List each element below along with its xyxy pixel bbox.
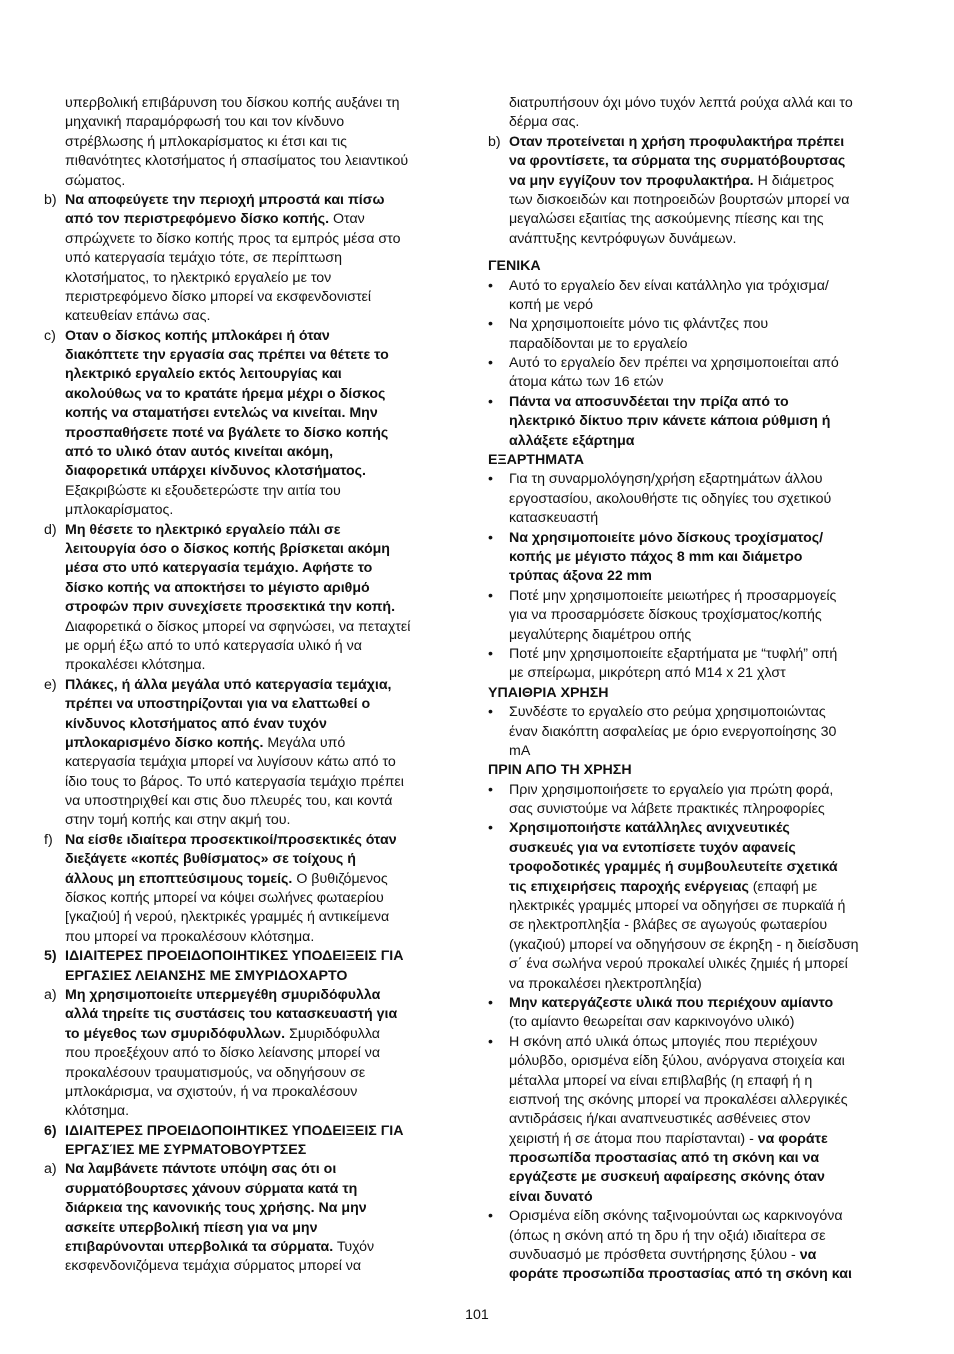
text-line (488, 1091, 912, 1110)
text-run: που προεξέχουν από το δίσκο λείανσης μπορεί να (65, 1045, 381, 1062)
text-run: Οταν (329, 211, 365, 228)
text-line (44, 501, 464, 520)
list-item-line (44, 831, 464, 850)
text-line (488, 858, 912, 877)
list-item-line (44, 986, 464, 1005)
text-run: (επαφή με (748, 878, 818, 895)
text-run: κοπή με νερό (509, 296, 594, 313)
text-run: σας συνιστούμε να λάβετε πρακτικές πληροφορίες (509, 801, 825, 818)
text-run: Να είσθε ιδιαίτερα προσεκτικοί/προσεκτικές όταν (65, 831, 397, 848)
list-item-line (488, 645, 912, 664)
text-run: υπερβολική επιβάρυνση του δίσκου κοπής αυξάνει τη (65, 95, 400, 111)
text-run: μέταλλα μπορεί να είναι επιβλαβής (η επαφή ή η (509, 1072, 813, 1089)
text-run: εισπνοή της σκόνης μπορεί να προκαλέσει αλλεργικές (509, 1091, 848, 1108)
text-run: Μη θέσετε το ηλεκτρικό εργαλείο πάλι σε (65, 521, 341, 538)
text-run: συνδυασμό με πρόσθετα συντήρησης ξύλου - (509, 1247, 800, 1264)
text-run: Μην κατεργάζεστε υλικά που περιέχουν αμίαντο (509, 994, 834, 1011)
list-item-line (44, 1160, 464, 1179)
text-line (44, 346, 464, 365)
list-item-line (488, 703, 912, 722)
text-line (488, 296, 912, 315)
text-run: διαφορετικά υπάρχει κίνδυνος κλοτσήματος. (65, 463, 366, 480)
text-run: προκαλέσει κλότσημα. (65, 657, 206, 674)
text-run: (γκαζιού) μπορεί να οδηγήσουν σε έκρηξη - η διείσδυση (509, 936, 859, 953)
text-line (44, 928, 464, 947)
text-run: δίσκο κοπής να αποκτήσει το μέγιστο αριθμό (65, 579, 370, 596)
text-line (488, 432, 912, 451)
text-run: φοράτε προσωπίδα προστασίας από τη σκόνη και (509, 1266, 852, 1283)
bullet-marker: • (488, 704, 493, 721)
list-item-line (488, 529, 912, 548)
text-line (44, 1102, 464, 1121)
text-line (488, 567, 912, 586)
text-run: των δισκοειδών και ποτηροειδών βουρτσών μπορεί να (509, 191, 850, 208)
text-line (44, 385, 464, 404)
text-run: χειριστή ή σε άτομα που παρίστανται) - (509, 1130, 758, 1147)
list-item-line (44, 947, 464, 966)
text-line (488, 490, 912, 509)
text-run: τροφοδοτικές γραμμές ή συμβουλευτείτε σχετικά (509, 859, 838, 876)
text-line (488, 1110, 912, 1129)
text-run: κατασκευαστή (509, 510, 599, 527)
text-line (488, 897, 912, 916)
text-run: Οταν ο δίσκος κοπής μπλοκάρει ή όταν (65, 327, 330, 344)
text-line (44, 850, 464, 869)
text-line (44, 792, 464, 811)
text-line (488, 626, 912, 645)
text-run: με ορμή έξω από το υπό κατεργασία υλικό ή να (65, 637, 362, 654)
text-line (488, 191, 912, 210)
text-run: σε ηλεκτροπληξία - βλάβες σε αγωγούς φωταερίου (509, 917, 828, 934)
text-line (44, 1064, 464, 1083)
text-line (488, 412, 912, 431)
list-item-line (488, 1033, 912, 1052)
text-run: προσπαθήσετε ποτέ να βγάλετε το δίσκο κοπής (65, 424, 389, 441)
text-run: ΙΔΙΑΙΤΕΡΕΣ ΠΡΟΕΙΔΟΠΟΙΗΤΙΚΕΣ ΥΠΟΔΕΙΞΕΙΣ ΓΙΑ (65, 948, 404, 965)
list-item-line (488, 1207, 912, 1226)
text-run: μηχανική παραμόρφωσή του και τον κίνδυνο (65, 114, 345, 131)
text-run: να προκαλέσει ηλεκτροπληξία) (509, 975, 702, 992)
text-line (44, 695, 464, 714)
text-line (44, 1238, 464, 1257)
section-gap (488, 249, 912, 257)
text-line (44, 908, 464, 927)
text-run: σώματος. (65, 172, 126, 189)
text-line (488, 1265, 912, 1284)
section-heading (488, 684, 912, 703)
text-run: προκαλέσουν τραυματισμούς, να οδηγήσουν σε (65, 1064, 366, 1081)
text-line (44, 249, 464, 268)
list-item-line (488, 819, 912, 838)
text-line (488, 113, 912, 132)
text-line (44, 598, 464, 617)
text-line (488, 664, 912, 683)
text-run: υπό κατεργασία τεμάχιο τότε, σε περίπτωση (65, 250, 342, 267)
text-line (488, 936, 912, 955)
bullet-marker: • (488, 781, 493, 798)
text-line (488, 878, 912, 897)
text-line (488, 373, 912, 392)
text-run: επιβαρύνονται υπερβολικά τα σύρματα. (65, 1239, 334, 1256)
bullet-marker: • (488, 587, 493, 604)
text-run: στην τομή κοπής και στην ακμή του. (65, 812, 291, 829)
text-run: από το υλικό όταν αυτός κινείται ακόμη, (65, 444, 334, 461)
text-line (488, 1130, 912, 1149)
text-line (44, 1219, 464, 1238)
text-run: Για τη συναρμολόγηση/χρήση εξαρτημάτων άλλου (509, 471, 823, 488)
text-run: το μέγεθος των σμυριδόφυλλων. (65, 1025, 286, 1042)
text-run: μπλοκαρισμένο δίσκο κοπής. (65, 734, 264, 751)
text-run: (το αμίαντο θεωρείται σαν καρκινογόνο υλικό) (509, 1014, 795, 1031)
text-run: ΕΡΓΑΣΙΕΣ ΛΕΙΑΝΣΗΣ ΜΕ ΣΜΥΡΙΔΟΧΑΡΤΟ (65, 967, 348, 984)
text-line (488, 230, 912, 249)
text-line (488, 1246, 912, 1265)
text-run: στροφών πριν συνεχίσετε προσεκτικά την κοπή. (65, 599, 396, 616)
text-run: δίσκος κοπής μπορεί να κόψει σωλήνες φωταερίου (65, 890, 384, 907)
list-item-line (488, 587, 912, 606)
text-run: Η σκόνη από υλικά όπως μπογιές που περιέχουν (509, 1033, 818, 1050)
text-line (44, 1199, 464, 1218)
list-marker: d) (44, 521, 57, 538)
text-run: διάρκεια της κανονικής τους χρήσης. Να μην (65, 1200, 367, 1217)
text-line (44, 579, 464, 598)
text-line (44, 656, 464, 675)
text-line (44, 424, 464, 443)
text-line (44, 559, 464, 578)
list-marker: e) (44, 676, 57, 693)
text-line (44, 210, 464, 229)
page-number: 101 (465, 1307, 489, 1323)
text-run: διακόπτετε την εργασία σας πρέπει να θέτετε το (65, 347, 389, 364)
text-run: Πριν χρησιμοποιήσετε το εργαλείο για πρώτη φορά, (509, 781, 834, 798)
bullet-marker: • (488, 277, 493, 294)
text-line (488, 1227, 912, 1246)
text-run: Να χρησιμοποιείτε μόνο δίσκους τροχίσματος/ (509, 529, 824, 546)
text-run: ΠΡΙΝ ΑΠΟ ΤΗ ΧΡΗΣΗ (488, 762, 632, 779)
text-run: κοπής να σταματήσει εντελώς να κινείται. Μην (65, 405, 378, 422)
bullet-marker: • (488, 471, 493, 488)
text-line (44, 1180, 464, 1199)
bullet-marker: • (488, 529, 493, 546)
text-line (488, 335, 912, 354)
list-marker: c) (44, 327, 56, 344)
text-run: για να προσαρμόσετε δίσκους τροχίσματος/κοπής (509, 607, 822, 624)
text-run: ηλεκτρικό εργαλείο εκτός λειτουργίας και (65, 366, 342, 383)
text-run: Πάντα να αποσυνδέεται την πρίζα από το (509, 393, 789, 410)
bullet-marker: • (488, 645, 493, 662)
text-run: διατρυπήσουν όχι μόνο τυχόν λεπτά ρούχα αλλά και το (509, 95, 853, 111)
text-run: ανάπτυξης κεντρόφυγων δυνάμεων. (509, 230, 737, 247)
text-line (44, 462, 464, 481)
text-run: σ΄ ένα σωλήνα νερού προκαλεί υλικές ζημιές ή μπορεί (509, 956, 848, 973)
text-run: αλλάξετε εξάρτημα (509, 432, 635, 449)
text-line (44, 269, 464, 288)
list-item-line (44, 191, 464, 210)
text-run: Ο βυθιζόμενος (292, 870, 388, 887)
text-run: mA (509, 742, 531, 759)
text-line (488, 839, 912, 858)
text-run: να (799, 1247, 817, 1264)
text-line (44, 753, 464, 772)
text-run: [γκαζιού] ή νερού, ηλεκτρικές γραμμές ή αντικείμενα (65, 909, 390, 926)
text-line (44, 734, 464, 753)
text-line (44, 618, 464, 637)
text-run: Σμυριδόφυλλα (285, 1025, 380, 1042)
text-run: (όπως η σκόνη από τη δρυ ή την οξιά) ιδιαίτερα σε (509, 1227, 826, 1244)
text-run: κλότσημα. (65, 1103, 130, 1120)
list-item-line (488, 994, 912, 1013)
bullet-marker: • (488, 316, 493, 333)
text-run: άλλους μη εποπτεύσιμους τομείς. (65, 870, 293, 887)
text-run: Αυτό το εργαλείο δεν είναι κατάλληλο για τρόχισμα/ (509, 277, 829, 294)
bullet-marker: • (488, 355, 493, 372)
list-item-line (488, 354, 912, 373)
text-run: να μην εγγίζουν τον προφυλακτήρα. (509, 172, 754, 189)
list-item-line (44, 327, 464, 346)
list-marker: b) (44, 191, 57, 208)
text-run: κοπής με μέγιστο πάχος 8 mm και διάμετρο (509, 548, 803, 565)
text-run: που μπορεί να προκαλέσουν κλότσημα. (65, 928, 315, 945)
text-line (488, 1072, 912, 1091)
text-run: σπρώχνετε το δίσκο κοπής προς τα εμπρός μέσα στο (65, 230, 401, 247)
list-item-line (488, 781, 912, 800)
section-heading (488, 761, 912, 780)
text-run: Αυτό το εργαλείο δεν πρέπει να χρησιμοποιείται από (509, 355, 839, 372)
text-run: κίνδυνος κλοτσήματος από έναν τυχόν (65, 715, 327, 732)
text-run: Ποτέ μην χρησιμοποιείτε μειωτήρες ή προσαρμογείς (509, 587, 837, 604)
text-run: συσκευές για να εντοπίσετε τυχόν αφανείς (509, 839, 796, 856)
text-run: στρέβλωσης ή μπλοκαρίσματος κι έτσι και τις (65, 133, 347, 150)
text-run: ασκείτε υπερβολική πίεση για να μην (65, 1219, 318, 1236)
text-run: ΙΔΙΑΙΤΕΡΕΣ ΠΡΟΕΙΔΟΠΟΙΗΤΙΚΕΣ ΥΠΟΔΕΙΞΕΙΣ ΓΙΑ (65, 1122, 404, 1139)
text-line (44, 113, 464, 132)
text-run: Εξακριβώστε κι εξουδετερώστε την αιτία του (65, 482, 341, 499)
text-run: Να χρησιμοποιείτε μόνο τις φλάντζες που (509, 316, 769, 333)
text-run: Συνδέστε το εργαλείο στο ρεύμα χρησιμοποιώντας (509, 704, 826, 721)
text-run: Διαφορετικά ο δίσκος μπορεί να σφηνώσει, να πεταχτεί (65, 618, 411, 635)
text-run: είναι δυνατό (509, 1188, 593, 1205)
text-line (488, 172, 912, 191)
list-marker: 6) (44, 1122, 57, 1139)
list-item-line (488, 315, 912, 334)
text-line (44, 172, 464, 191)
text-line (44, 152, 464, 171)
text-line (44, 230, 464, 249)
text-line (44, 1025, 464, 1044)
list-marker: f) (44, 831, 53, 848)
text-line (44, 94, 464, 113)
text-run: διεξάγετε «κοπές βυθίσματος» σε τοίχους ή (65, 851, 356, 868)
text-line (44, 443, 464, 462)
text-run: ηλεκτρικές γραμμές μπορεί να οδηγήσει σε πυρκαϊά ή (509, 898, 846, 915)
list-marker: 5) (44, 948, 57, 965)
text-line (44, 1257, 464, 1276)
bullet-marker: • (488, 994, 493, 1011)
text-line (488, 1149, 912, 1168)
list-item-line (44, 1122, 464, 1141)
list-item-line (488, 133, 912, 152)
text-run: δέρμα σας. (509, 114, 580, 131)
text-run: ακολούθως να το κρατάτε ήρεμα μέχρι ο δίσκος (65, 385, 386, 402)
text-run: από τον περιστρεφόμενο δίσκο κοπής. (65, 211, 330, 228)
text-line (488, 916, 912, 935)
text-line (44, 637, 464, 656)
bullet-marker: • (488, 1208, 493, 1225)
text-run: μέσα στο υπό κατεργασία τεμάχιο. Αφήστε το (65, 560, 373, 577)
text-run: ΕΞΑΡΤΗΜΑΤΑ (488, 452, 584, 469)
text-line (44, 307, 464, 326)
text-run: Να αποφεύγετε την περιοχή μπροστά και πίσω (65, 191, 385, 208)
bullet-marker: • (488, 393, 493, 410)
list-marker: a) (44, 986, 57, 1003)
text-run: Να λαμβάνετε πάντοτε υπόψη σας ότι οι (65, 1161, 337, 1178)
text-run: Μη χρησιμοποιείτε υπερμεγέθη σμυριδόφυλλα (65, 986, 381, 1003)
text-run: παραδίδονται με το εργαλείο (509, 335, 688, 352)
text-run: ηλεκτρικό δίκτυο πριν κάνετε κάποια ρύθμιση ή (509, 413, 831, 430)
text-run: Πλάκες, ή άλλα μεγάλα υπό κατεργασία τεμάχια, (65, 676, 392, 693)
text-line (44, 1044, 464, 1063)
text-run: προσωπίδα προστασίας από τη σκόνη και να (509, 1150, 820, 1167)
text-run: Ποτέ μην χρησιμοποιείτε εξαρτήματα με “τυφλή” οπή (509, 645, 838, 662)
text-run: λειτουργία όσο ο δίσκος κοπής βρίσκεται ακόμη (65, 540, 390, 557)
text-line (44, 1141, 464, 1160)
text-line (488, 152, 912, 171)
list-item-line (488, 470, 912, 489)
text-line (488, 723, 912, 742)
list-marker: a) (44, 1161, 57, 1178)
text-run: τρύπας άξονα 22 mm (509, 568, 652, 585)
text-run: να φοράτε (757, 1130, 828, 1147)
list-item-line (488, 277, 912, 296)
text-line (44, 365, 464, 384)
list-item-line (44, 676, 464, 695)
text-line (44, 540, 464, 559)
text-run: άτομα κάτω των 16 ετών (509, 374, 664, 391)
text-run: Ορισμένα είδη σκόνης ταξινομούνται ως καρκινογόνα (509, 1208, 843, 1225)
text-line (488, 210, 912, 229)
text-run: μεγαλύτερης διαμέτρου οπής (509, 626, 692, 643)
text-line (44, 288, 464, 307)
text-run: αντιδράσεις ή/και αναπνευστικές ασθένειες στον (509, 1111, 811, 1128)
text-run: μόλυβδο, ορισμένα είδη ξύλου, ανόργανα στοιχεία και (509, 1053, 845, 1070)
text-line (488, 606, 912, 625)
text-line (44, 773, 464, 792)
text-line (44, 715, 464, 734)
text-line (488, 548, 912, 567)
text-run: Τυχόν (333, 1239, 375, 1256)
text-run: να υποστηριχθεί και στις δυο πλευρές του, και κοντά (65, 793, 393, 810)
text-run: ΕΡΓΑΣΊΕΣ ΜΕ ΣΥΡΜΑΤΟΒΟΥΡΤΣΕΣ (65, 1142, 307, 1159)
section-heading (488, 451, 912, 470)
text-line (488, 1013, 912, 1032)
text-run: με σπείρωμα, μικρότερη από M14 x 21 χλστ (509, 665, 786, 682)
text-line (488, 742, 912, 761)
list-marker: b) (488, 133, 501, 150)
text-run: ίδιο τους το βάρος. Το υπό κατεργασία τεμάχιο πρέπει (65, 773, 404, 790)
left-column (44, 94, 464, 1277)
text-line (488, 509, 912, 528)
text-run: ΓΕΝΙΚΑ (488, 258, 541, 275)
text-line (488, 1168, 912, 1187)
section-heading (488, 257, 912, 276)
right-column (488, 94, 912, 1285)
text-run: κατεργασία τεμάχια μπορεί να λυγίσουν κάτω από το (65, 754, 396, 771)
list-item-line (44, 521, 464, 540)
text-run: Χρησιμοποιήστε κατάλληλες ανιχνευτικές (509, 820, 790, 837)
text-line (44, 811, 464, 830)
list-item-line (488, 393, 912, 412)
text-run: εργοστασίου, ακολουθήστε τις οδηγίες του σχετικού (509, 490, 832, 507)
text-run: εκσφενδονιζόμενα τεμάχια σύρματος μπορεί να (65, 1258, 362, 1275)
text-run: ΥΠΑΙΘΡΙΑ ΧΡΗΣΗ (488, 684, 609, 701)
text-line (488, 1052, 912, 1071)
text-run: Η διάμετρος (753, 172, 834, 189)
text-run: μπλοκαρίσματος. (65, 502, 174, 519)
text-run: Οταν προτείνεται η χρήση προφυλακτήρα πρέπει (509, 133, 845, 150)
text-line (44, 1005, 464, 1024)
text-run: μπλοκάρισμα, να σχιστούν, ή να προκαλέσουν (65, 1083, 358, 1100)
text-run: εργάζεστε με συσκευή αφαίρεσης σκόνης όταν (509, 1169, 825, 1186)
text-line (44, 889, 464, 908)
text-run: τις επιχειρήσεις παροχής ενέργειας (509, 878, 749, 895)
text-line (488, 800, 912, 819)
text-run: αλλά τηρείτε τις συστάσεις του κατασκευαστή για (65, 1006, 398, 1023)
text-line (44, 482, 464, 501)
text-run: περιστρεφόμενο δίσκο μπορεί να εκσφενδονιστεί (65, 288, 372, 305)
text-line (488, 955, 912, 974)
text-run: έναν διακόπτη ασφαλείας με όριο ενεργοποίησης 30 (509, 723, 837, 740)
text-run: μεγαλώσει εξαιτίας της ασκούμενης πίεσης και της (509, 211, 824, 228)
text-line (44, 967, 464, 986)
text-line (44, 870, 464, 889)
bullet-marker: • (488, 1033, 493, 1050)
text-run: Μεγάλα υπό (263, 734, 346, 751)
text-run: να φροντίσετε, τα σύρματα της συρματόβουρτσας (509, 153, 846, 170)
bullet-marker: • (488, 820, 493, 837)
text-run: συρματόβουρτσες χάνουν σύρματα κατά τη (65, 1180, 358, 1197)
text-line (488, 975, 912, 994)
text-line (488, 1188, 912, 1207)
text-run: πρέπει να υποστηρίζονται για να ελαττωθεί ο (65, 696, 371, 713)
text-line (44, 133, 464, 152)
text-line (44, 404, 464, 423)
text-run: κλοτσήματος, το ηλεκτρικό εργαλείο με τον (65, 269, 332, 286)
text-run: κατευθείαν επάνω σας. (65, 308, 211, 325)
text-line (44, 1083, 464, 1102)
text-run: πιθανότητες κλοτσήματος ή σπασίματος του λειαντικού (65, 153, 409, 170)
text-line (488, 94, 912, 113)
